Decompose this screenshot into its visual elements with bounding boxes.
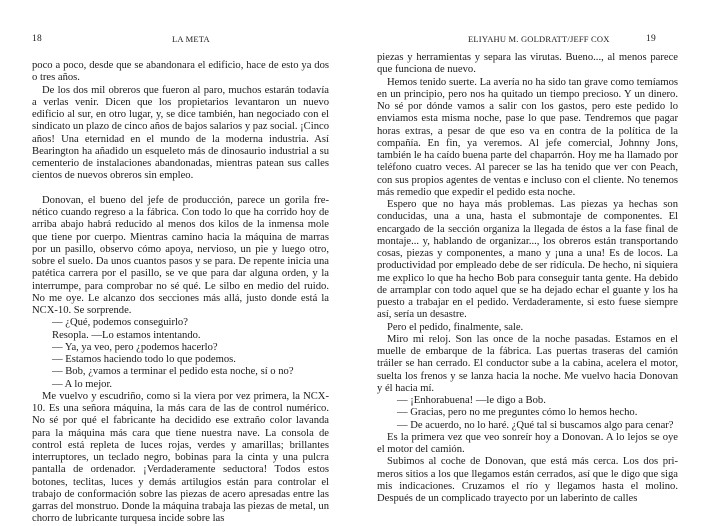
paragraph: De los dos mil obreros que fueron al paro, muchos estarán todavía a verlas venir. Dicen que los propietarios levantaron un nuevo edificio al sur, en otro lugar, y, se dice también, han negociado con el sindicato un plazo de cinco años de bajos salarios y paz social. ¡Cinco años! Una eternidad en el mundo de la moderna industria. Así Bearington ha añadido un esqueleto más de dinosaurio industrial a su cementerio de instalaciones abandonadas, mientras patean sus calles cientos de nuevos obreros sin empleo. xyxy=(32,84,329,182)
paragraph: Es la primera vez que veo sonreír hoy a Donovan. A lo lejos se oye el motor del camión. xyxy=(377,431,678,455)
paragraph: Espero que no haya más problemas. Las piezas ya hechas son conducidas, una a una, hasta el submontaje de componentes. El encargado de la sección organiza la llegada de éstos a la fase final de montaje... y, hablando de organizar..., los obreros están transportando cosas, piezas y componentes, a mano y ¡una a una! Es de locos. La productividad por empleado debe de ser ridícula. De hecho, ni siquiera me explico lo que ha hecho Bob para conseguir tanta gente. Ha debido de arramplar con todo aquel que se ha dejado echar el guante y los ha puesto a trabajar en el pedido. Verdaderamente, si esto fuese siempre así, sería un desastre. xyxy=(377,199,678,321)
dialogue-line: — Gracias, pero no me preguntes cómo lo hemos hecho. xyxy=(397,407,638,419)
right-page-number: 19 xyxy=(646,34,656,44)
dialogue-line: — Bob, ¿vamos a terminar el pedido esta noche, sí o no? xyxy=(52,366,294,378)
paragraph: Miro mi reloj. Son las once de la noche pasadas. Estamos en el muelle de embarque de la fábrica. Las puertas traseras del camión tráiler se han cerrado. El conductor sube a la cabina, acelera el motor, suelta los frenos y se lanza hacia la noche. Me vuelvo hacia Donovan y él hacia mí. xyxy=(377,333,678,394)
right-running-head: ELIYAHU M. GOLDRATT/JEFF COX xyxy=(468,34,610,44)
paragraph: Pero el pedido, finalmente, sale. xyxy=(387,321,524,333)
right-page-body xyxy=(377,52,678,505)
paragraph: piezas y herramientas y separa las virutas. Bueno..., al menos parece que funciona de nuevo. xyxy=(377,52,678,76)
dialogue-line: — De acuerdo, no lo haré. ¿Qué tal si buscamos algo para cenar? xyxy=(397,419,674,431)
left-page-number: 18 xyxy=(32,34,42,44)
paragraph: Donovan, el bueno del jefe de producción, parece un gorila fre-nético cuando regreso a la fábrica. Con todo lo que ha corrido hoy de arriba abajo habrá reducido al menos dos kilos de la inmensa mole que tiene por cuerpo. Mientras camino hacia la máquina de marras por un pasillo, observo cómo apoya, nervioso, un pie y luego otro, sobre el suelo. Da unos cuantos pasos y se para. De repente inicia una patética carrera por el pasillo, se ve que para dar alguna orden, y la interrumpe, para comprobar no sé qué. Le silbo en medio del ruido. No me oye. Le alcanzo dos secciones más allá, justo donde está la NCX-10. Se sorprende. xyxy=(32,194,329,316)
dialogue-line: — ¿Qué, podemos conseguirlo? xyxy=(52,317,188,329)
paragraph: poco a poco, desde que se abandonara el edificio, hace de esto ya dos o tres años. xyxy=(32,60,329,84)
dialogue-line: — Estamos haciendo todo lo que podemos. xyxy=(52,354,236,365)
dialogue-line: — Ya, ya veo, pero ¿podemos hacerlo? xyxy=(52,341,218,353)
dialogue-line: Resopla. —Lo estamos intentando. xyxy=(52,329,201,341)
left-page-body xyxy=(32,60,329,526)
paragraph: Me vuelvo y escudriño, como si la viera por vez primera, la NCX-10. Es una señora máquina, la más cara de las de control numérico. No sé por qué el fabricante ha decidido ese extraño color lavanda para la máquina más cara que tiene nuestra nave. La consola de control está repleta de luces rojas, verdes y amarillas; brillantes interruptores, un teclado negro, bobinas para la cinta y una pulcra pantalla de ordenador. ¡Verdaderamente seductora! Todos estos botones, teclitas, luces y demás artilugios están para controlar el trabajo de conformación sobre las piezas de acero apresadas entre las garras del monstruo. Donde la máquina trabaja las piezas de metal, un chorro de lubricante turquesa incide sobre las xyxy=(32,390,329,525)
dialogue-line: — A lo mejor. xyxy=(52,378,113,390)
paragraph: Hemos tenido suerte. La avería no ha sido tan grave como temíamos en un principio, pero nos ha quitado un tiempo precioso. Y un dinero. No sé por dónde vamos a salir con los gastos, pero este pedido lo enviamos esta misma noche, pase lo que pase. Tendremos que pagar horas extras, a pesar de que eso va en contra de la política de la compañía. En fin, ya veremos. Al jefe comercial, Johnny Jons, también le ha caído buena parte del chaparrón. Hoy me ha llamado por teléfono cuatro veces. Al parecer se las ha tenido que ver con Peach, con sus propios agentes de ventas e incluso con el cliente. No tenemos más remedio que expedir el pedido esta noche. xyxy=(377,76,678,198)
paragraph: Subimos al coche de Donovan, que está más cerca. Los dos pri-meros sitios a los que llegamos están cerrados, así que le digo que siga mis indicaciones. Cruzamos el río y llegamos hasta el molino. Después de un complicado trayecto por un laberinto de calles xyxy=(377,456,678,504)
left-page xyxy=(0,0,364,525)
dialogue-line: — ¡Enhorabuena! —le digo a Bob. xyxy=(397,395,546,406)
left-running-head: LA META xyxy=(172,34,210,44)
right-page xyxy=(364,0,728,515)
